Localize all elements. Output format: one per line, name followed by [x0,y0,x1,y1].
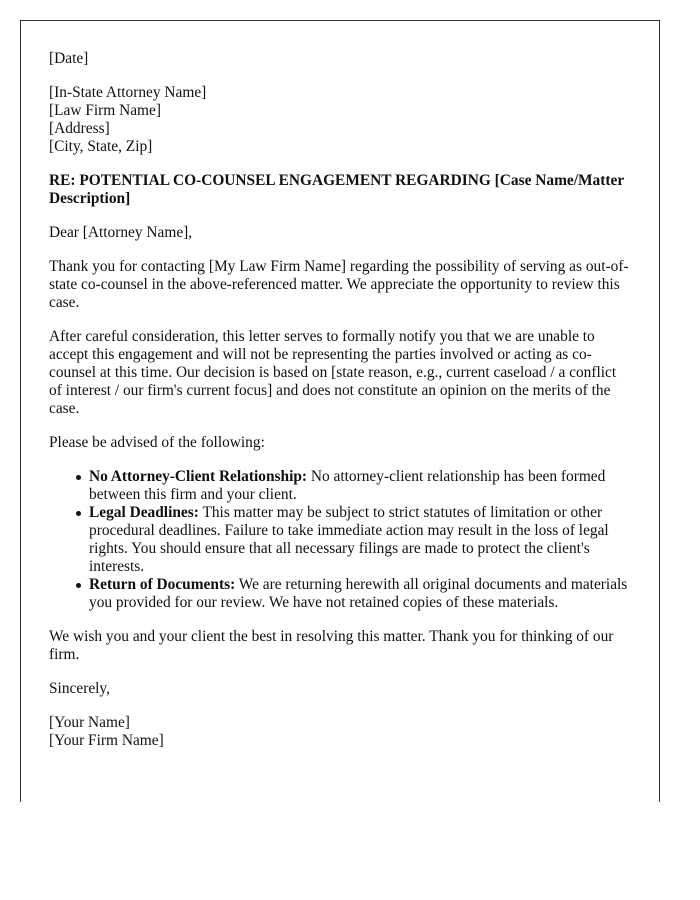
recipient-address: [Address] [49,120,110,137]
body-paragraph-advisory-lead: Please be advised of the following: [49,434,265,451]
advisory-text: No attorney-client relationship has been formed between this firm and your client. [89,468,606,503]
signature-firm: [Your Firm Name] [49,732,164,749]
letter-document [20,20,660,802]
recipient-name: [In-State Attorney Name] [49,84,207,101]
body-paragraph-decision: After careful consideration, this letter serves to formally notify you that we are unable to accept this engagement and will not be representing the parties involved or acting as co-counsel at this time. Our decision is based on [state reason, e.g., current caseload / a conflict of interest / our firm's current focus] and does not constitute an opinion on the merits of the case. [49,328,617,417]
closing-paragraph: We wish you and your client the best in resolving this matter. Thank you for thinking of our firm. [49,628,614,663]
body-paragraph-intro: Thank you for contacting [My Law Firm Name] regarding the possibility of serving as out-of-state co-counsel in the above-referenced matter. We appreciate the opportunity to review this case. [49,258,629,311]
advisory-title: Legal Deadlines: [89,504,199,521]
recipient-city-state-zip: [City, State, Zip] [49,138,153,155]
recipient-firm: [Law Firm Name] [49,102,161,119]
advisory-text: This matter may be subject to strict statutes of limitation or other procedural deadlines. Failure to take immediate action may result in the loss of legal rights. You should ensure that all necessary filings are made to protect the client's interests. [89,504,609,575]
closing: Sincerely, [49,680,110,697]
advisory-item-relationship [89,468,631,504]
advisory-item-deadlines [89,504,631,576]
advisory-title: Return of Documents: [89,576,236,593]
signature-block [49,714,631,750]
advisory-text: We are returning herewith all original documents and materials you provided for our review. We have not retained copies of these materials. [89,576,628,611]
signature-name: [Your Name] [49,714,130,731]
recipient-block [49,84,631,156]
letter-date: [Date] [49,50,89,67]
subject-line: RE: POTENTIAL CO-COUNSEL ENGAGEMENT REGARDING [Case Name/Matter Description] [49,172,624,207]
advisory-item-documents [89,576,631,612]
salutation: Dear [Attorney Name], [49,224,193,241]
advisory-list [49,468,631,612]
advisory-title: No Attorney-Client Relationship: [89,468,308,485]
